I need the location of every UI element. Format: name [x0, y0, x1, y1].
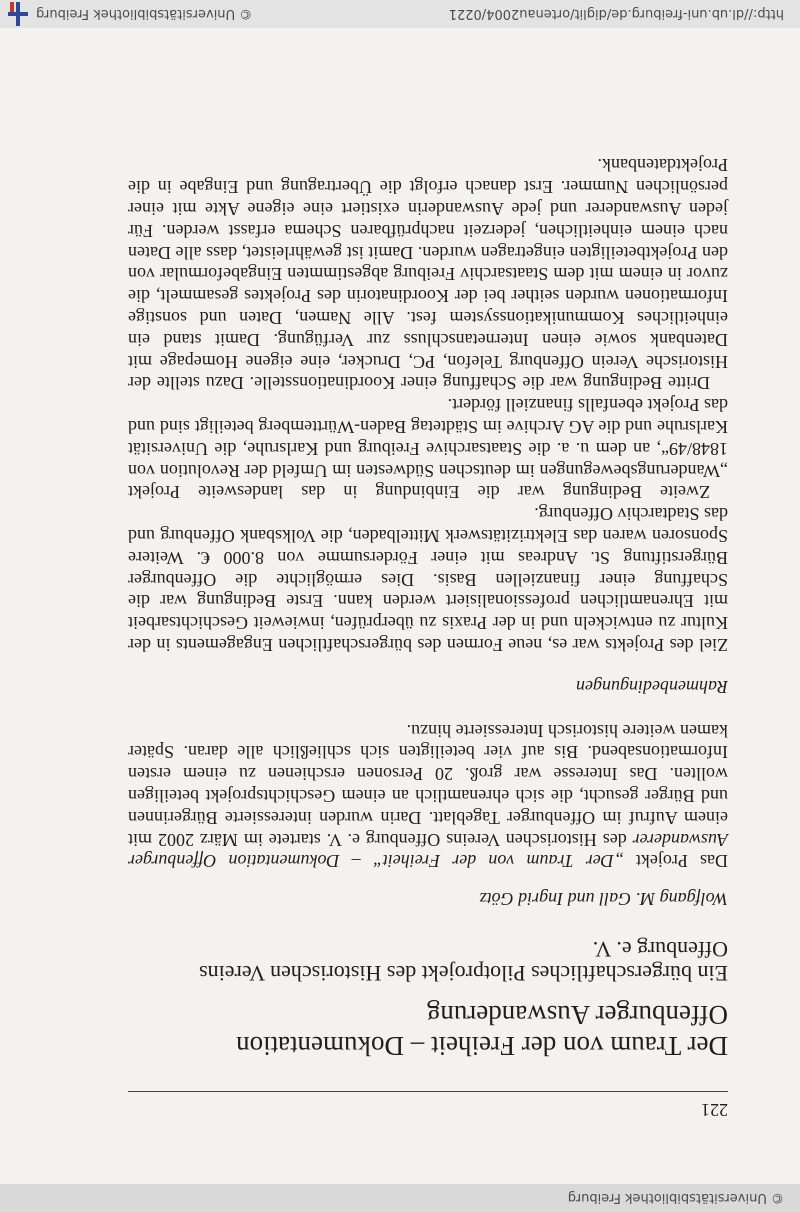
copyright-top: © Universitätsbibliothek Freiburg — [567, 1190, 784, 1206]
article — [128, 154, 728, 1120]
source-url[interactable]: http://dl.ub.uni-freiburg.de/diglit/ortenau2004/0221 — [448, 6, 784, 22]
article-subtitle: Ein bürgerschaftliches Pilotprojekt des Historischen Vereins Offenburg e. V. — [199, 937, 728, 987]
scan-footer-bar — [0, 0, 800, 28]
article-title: Der Traum von der Freiheit – Dokumentation Offenburger Auswanderung — [236, 1000, 728, 1062]
page-number: 221 — [701, 1100, 728, 1120]
paragraph-1: Ziel des Projekts war es, neue Formen des bürgerschaftlichen Engagements in der Kultur zu entwickeln und in der Praxis zu überprüfen, inwieweit Geschichtsarbeit mit Ehrenamtlichen professionalisiert werden kann. Erste Bedingung war die Schaffung einer finanziellen Basis. Dies ermöglichte die Offenburger Bürgerstiftung St. Andreas mit einer Fördersumme von 8.000 €. Weitere Sponsoren waren das Elektrizitätswerk Mittelbaden, die Volksbank Offenburg und das Stadtarchiv Offenburg. — [128, 504, 728, 656]
header-rule — [128, 1091, 728, 1092]
intro-project-title: „Der Traum von der Freiheit“ – Dokumentation Offenburger Auswanderer — [128, 829, 728, 872]
copyright-bottom: © Universitätsbibliothek Freiburg — [36, 6, 253, 22]
authors: Wolfgang M. Gall und Ingrid Götz — [479, 889, 728, 910]
intro-paragraph — [128, 719, 728, 872]
paragraph-2: Zweite Bedingung war die Einbindung in das landesweite Projekt „Wanderungsbewegungen im deutschen Südwesten im Umfeld der Revolution von 1848/49“, an dem u. a. die Staatsarchive Freiburg und Karlsruhe, die Universität Karlsruhe und die AG Archive im Städtetag Baden-Württemberg beteiligt sind und das Projekt ebenfalls finanziell fördert. — [128, 395, 728, 503]
section-heading: Rahmenbedingungen — [576, 676, 728, 697]
library-logo-icon — [8, 2, 28, 26]
intro-lead: Das Projekt — [623, 851, 728, 872]
scan-header-bar — [0, 1184, 800, 1212]
paragraph-3: Dritte Bedingung war die Schaffung einer Koordinationsstelle. Dazu stellte der Historische Verein Offenburg Telefon, PC, Drucker, eine eigene Homepage mit Datenbank sowie einen Internetanschluss zur Verfügung. Damit stand ein einheitliches Kommunikationssystem fest. Alle Namen, Daten und sonstige Informationen wurden seither bei der Koordinatorin des Projektes gesammelt, die zuvor in einem mit dem Staatsarchiv Freiburg abgestimmten Eingabeformular von den Projektbeteiligten eingetragen wurden. Damit ist gewährleistet, dass alle Daten nach einem einheitlichen, jederzeit nachprüfbaren Schema erfasst werden. Für jeden Auswanderer und jede Auswanderin existiert eine eigene Akte mit einer persönlichen Nummer. Erst danach erfolgt die Übertragung und Eingabe in die Projektdatenbank. — [128, 155, 728, 394]
intro-text: des Historischen Vereins Offenburg e. V. startete im März 2002 mit einem Aufruf im Offenburger Tageblatt. Darin wurden interessierte Bürgerinnen und Bürger gesucht, die sich ehrenamtlich an einem Geschichtsprojekt beteiligen wollten. Das Interesse war groß. 20 Personen erschienen zu einem ersten Informationsabend. Bis auf vier beteiligten sich schließlich alle daran. Später kamen weitere historisch Interessierte hinzu. — [128, 720, 728, 850]
